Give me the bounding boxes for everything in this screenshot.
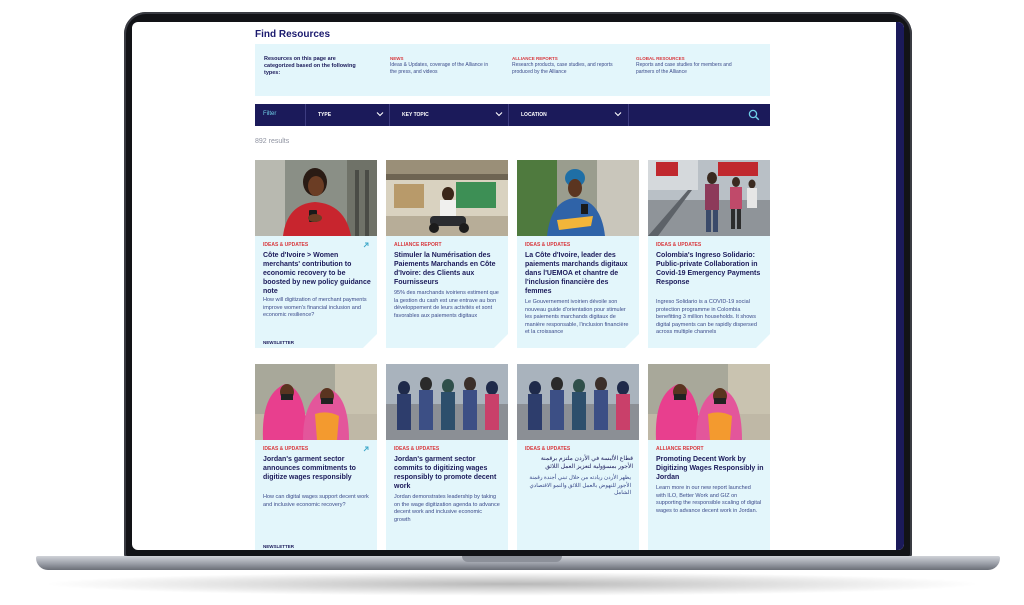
card-image [648, 160, 770, 236]
chevron-down-icon [495, 110, 503, 118]
card-tag: IDEAS & UPDATES [656, 242, 702, 248]
location-dropdown[interactable] [508, 104, 629, 126]
card-title: Jordan's garment sector announces commitments to digitize wages responsibly [263, 456, 356, 481]
card-description: How will digitization of merchant payments improve women's financial inclusion and economic resilience? [263, 297, 367, 318]
card-body [386, 440, 508, 550]
card-image [648, 364, 770, 440]
card-image [517, 160, 639, 236]
resource-card[interactable] [648, 160, 770, 348]
card-body [517, 236, 639, 348]
card-corner [363, 334, 377, 348]
resource-card[interactable] [255, 160, 377, 348]
card-image [255, 160, 377, 236]
type-desc: Research products, case studies, and reports produced by the Alliance [512, 62, 613, 75]
resource-card[interactable] [517, 364, 639, 550]
card-title: Colombia's Ingreso Solidario: Public-private Collaboration in Covid-19 Emergency Payments Response [656, 252, 761, 286]
key-topic-dropdown[interactable] [389, 104, 509, 126]
type-news [390, 56, 495, 75]
card-description: How can digital wages support decent work and inclusive economic recovery? [263, 494, 369, 508]
type-name: ALLIANCE REPORTS [512, 56, 558, 61]
card-body [255, 440, 377, 550]
card-tag: IDEAS & UPDATES [263, 446, 309, 452]
card-footer-label: NEWSLETTER [263, 340, 294, 345]
card-title: Stimuler la Numérisation des Paiements Marchands en Côte d'Ivoire: des Clients aux Fournisseurs [394, 252, 496, 286]
laptop-screen [132, 22, 904, 550]
card-tag: ALLIANCE REPORT [656, 446, 704, 452]
card-corner [756, 334, 770, 348]
card-tag: ALLIANCE REPORT [394, 242, 442, 248]
card-image [255, 364, 377, 440]
chevron-down-icon [614, 110, 622, 118]
card-image [386, 160, 508, 236]
type-global-resources [636, 56, 741, 75]
type-name: NEWS [390, 56, 404, 61]
laptop-notch [462, 556, 562, 562]
card-description: يظهر الأردن ريادته من خلال تبني أجندة رقمنة الأجور للنهوض بالعمل اللائق والنمو الاقتصادي الشامل [529, 475, 631, 496]
card-title: Jordan's garment sector commits to digitizing wages responsibly to promote decent work [394, 456, 497, 490]
type-dropdown[interactable] [305, 104, 390, 126]
card-footer-label: NEWSLETTER [263, 544, 294, 549]
type-name: GLOBAL RESOURCES [636, 56, 685, 61]
card-body [648, 440, 770, 550]
card-description: Le Gouvernement ivoirien dévoile son nouveau guide d'orientation pour stimuler les paiements marchands digitaux de manière responsable, l'inclusion financière et la croissance [525, 299, 629, 335]
card-description: Jordan demonstrates leadership by taking on the wage digitization agenda to advance decent work and inclusive economic growth [394, 494, 500, 523]
laptop-shadow [40, 572, 984, 596]
card-description: Learn more in our new report launched with ILO, Better Work and GIZ on supporting the responsible scaling of digital wages to advance decent work in Jordan. [656, 485, 762, 514]
results-count: 892 results [255, 138, 290, 145]
page-title: Find Resources [255, 29, 331, 40]
type-desc: Ideas & Updates, coverage of the Alliance in the press, and videos [390, 62, 489, 75]
resource-card[interactable] [386, 364, 508, 550]
location-dropdown-label: LOCATION [521, 112, 547, 118]
card-body [255, 236, 377, 348]
search-icon[interactable] [748, 109, 760, 121]
card-tag: IDEAS & UPDATES [525, 242, 571, 248]
resource-card[interactable] [255, 364, 377, 550]
resource-types-panel [255, 44, 770, 96]
card-corner [494, 334, 508, 348]
card-description: 95% des marchands ivoiriens estiment que la gestion du cash est une entrave au bon développement de leurs activités et sont favorables aux paiements digitaux [394, 290, 499, 319]
scrollbar[interactable] [896, 22, 904, 550]
chevron-down-icon [376, 110, 384, 118]
card-title: Promoting Decent Work by Digitizing Wages Responsibly in Jordan [656, 456, 764, 481]
arrow-up-right-icon [363, 446, 369, 452]
card-tag: IDEAS & UPDATES [263, 242, 309, 248]
card-tag: IDEAS & UPDATES [394, 446, 440, 452]
key-topic-dropdown-label: KEY TOPIC [402, 112, 429, 118]
filter-label: Filter [263, 111, 277, 117]
card-body [648, 236, 770, 348]
card-title: Côte d'Ivoire > Women merchants' contribution to economic recovery to be boosted by new policy guidance note [263, 252, 371, 295]
card-body [517, 440, 639, 550]
type-alliance-reports [512, 56, 617, 75]
type-dropdown-label: TYPE [318, 112, 332, 118]
card-corner [625, 334, 639, 348]
card-image [386, 364, 508, 440]
card-body [386, 236, 508, 348]
resource-types-intro: Resources on this page are categorized based on the following types: [264, 56, 356, 76]
arrow-up-right-icon [363, 242, 369, 248]
card-image [517, 364, 639, 440]
card-tag: IDEAS & UPDATES [525, 446, 571, 452]
card-title: قطاع الألبسة في الأردن ملتزم برقمنة الأجور بمسؤولية لتعزيز العمل اللائق [540, 456, 633, 470]
resource-card[interactable] [648, 364, 770, 550]
resource-card[interactable] [517, 160, 639, 348]
card-description: Ingreso Solidario is a COVID-19 social protection programme in Colombia benefitting 3 million households. It shows digital payments can be rapidly dispersed across multiple channels [656, 299, 757, 335]
resource-card[interactable] [386, 160, 508, 348]
card-title: La Côte d'Ivoire, leader des paiements marchands digitaux dans l'UEMOA et chantre de l'inclusion financière des femmes [525, 252, 628, 295]
filter-bar [255, 104, 770, 126]
type-desc: Reports and case studies for members and partners of the Alliance [636, 62, 732, 75]
